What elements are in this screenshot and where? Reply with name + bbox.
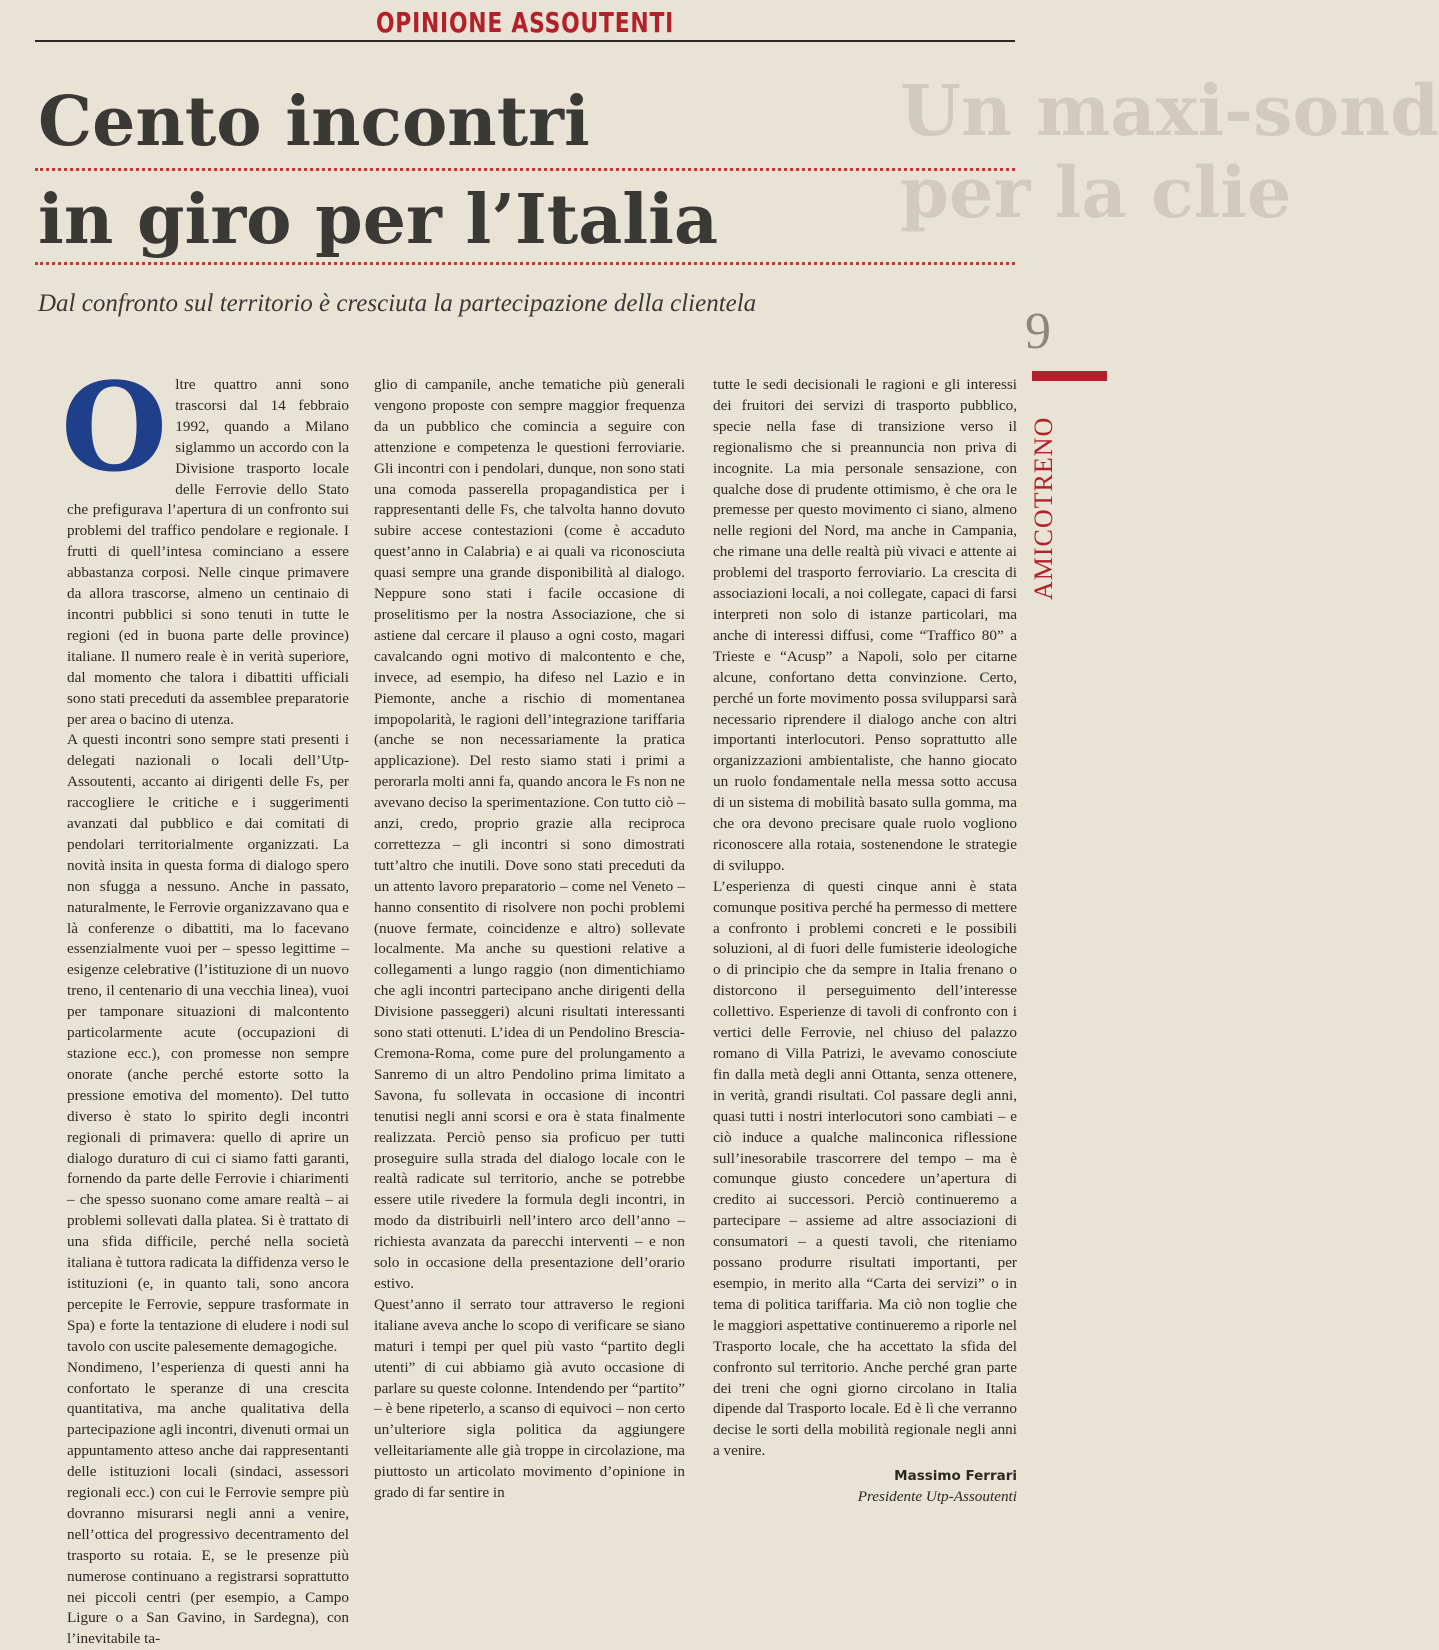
drop-cap: O xyxy=(61,355,168,499)
author-role: Presidente Utp-Assoutenti xyxy=(857,1488,1017,1506)
background-ghost-headline xyxy=(900,69,1439,234)
ghost-line-2: per la clie xyxy=(900,151,1292,234)
signature xyxy=(713,1466,1017,1508)
page-accent-bar xyxy=(1032,371,1107,381)
dotted-divider xyxy=(35,168,1015,171)
paragraph: A questi incontri sono sempre stati presenti i delegati nazionali o locali dell’Utp-Assoutenti, accanto ai dirigenti delle Fs, per raccogliere le critiche e i suggerimenti avanzati dal pubblico e dai comitati di pendolari territorialmente organizzati. La novità insita in questa forma di dialogo spero non sfugga a nessuno. Anche in passato, naturalmente, le Ferrovie organizzavano qua e là conferenze o dibattiti, ma lo facevano essenzialmente vuoi per – spesso legittime – esigenze celebrative (l’istituzione di un nuovo treno, il centenario di una vecchia linea), vuoi per tamponare situazioni di malcontento particolarmente acute (occupazioni di stazione ecc.), con promesse non sempre onorate (anche perché estorte sotto la pressione emotiva del momento). Del tutto diverso è stato lo spirito degli incontri regionali di primavera: quello di aprire un dialogo duraturo di cui ci siamo fatti garanti, fornendo da parte delle Ferrovie i chiarimenti – che spesso suonano come amare realtà – ai problemi sollevati dalla platea. Si è trattato di una sfida difficile, perché nella società italiana è tuttora radicata la diffidenza verso le istituzioni (e, in quanto tali, sono ancora percepite le Ferrovie, seppure trasformate in Spa) e forte la tentazione di eludere i nodi sul tavolo con uscite palesemente demagogiche. xyxy=(67,731,349,1355)
article-column-3 xyxy=(713,375,1017,1508)
paragraph: L’esperienza di questi cinque anni è stata comunque positiva perché ha permesso di mettere a confronto i problemi concreti e le possibili soluzioni, al di fuori delle fumisterie ideologiche o di principio che da sempre in Italia frenano o distorcono il perseguimento dell’interesse collettivo. Esperienze di tavoli di confronto con i vertici delle Ferrovie, nel chiuso del palazzo romano di Villa Patrizi, le avevamo conosciute fin dalla metà degli anni Ottanta, senza ottenere, in verità, grandi risultati. Col passare degli anni, quasi tutti i nostri interlocutori sono cambiati – e ciò induce a qualche malinconica riflessione sull’inesorabile trascorrere del tempo – ma è comunque giusto concedere un’apertura di credito ai successori. Perciò continueremo a partecipare – assieme ad altre associazioni di consumatori – a questi tavoli, che riteniamo possano produrre risultati importanti, per esempio, in merito alla “Carta dei servizi” o in tema di politica tariffaria. Ma ciò non toglie che le maggiori aspettative continueremo a riporle nel Trasporto locale, che ha accettato la sfida del confronto sul territorio. Anche perché gran parte dei treni che ogni giorno circolano in Italia dipende dal Trasporto locale. Ed è lì che verranno decise le sorti della mobilità regionale negli anni a venire. xyxy=(713,877,1017,1460)
page-number: 9 xyxy=(1025,303,1051,360)
paragraph: Quest’anno il serrato tour attraverso le regioni italiane aveva anche lo scopo di verificare se siano maturi i tempi per quel più vasto “partito degli utenti” di cui abbiamo già avuto occasione di parlare su queste colonne. Intendendo per “partito” – è bene ripeterlo, a scanso di equivoci – non certo un’ulteriore sigla politica da aggiungere velleitariamente alle già troppe in circolazione, ma piuttosto un articolato movimento d’opinione in grado di far sentire in xyxy=(374,1295,685,1502)
dotted-divider xyxy=(35,262,1015,265)
section-rule xyxy=(35,40,1015,42)
magazine-brand-vertical: AMICOTRENO xyxy=(1029,416,1058,600)
paragraph: glio di campanile, anche tematiche più generali vengono proposte con sempre maggior frequenza da un pubblico che comincia a seguire con attenzione e competenza le questioni ferroviarie. Gli incontri con i pendolari, dunque, non sono stati una comoda passerella propagandistica per i rappresentanti delle Fs, che talvolta hanno dovuto subire accese contestazioni (come è accaduto quest’anno in Calabria) e ai quali va riconosciuta quasi sempre una grande disponibilità al dialogo. Neppure sono stati i facile occasione di proselitismo per la nostra Associazione, che si astiene dal cercare il plauso a ogni costo, magari cavalcando ogni motivo di malcontento e che, invece, ad esempio, ha difeso nel Lazio e in Piemonte, anche a rischio di momentanea impopolarità, le ragioni dell’integrazione tariffaria (anche se non necessariamente la pratica applicazione). Del resto siamo stati i primi a perorarla molti anni fa, quando ancora le Fs non ne avevano deciso la sperimentazione. Con tutto ciò – anzi, credo, proprio grazie alla reciproca correttezza – gli incontri si sono dimostrati tutt’altro che inutili. Dove sono stati preceduti da un attento lavoro preparatorio – come nel Veneto – hanno consentito di risolvere non pochi problemi (nuove fermate, coincidenze e altro) sollevate localmente. Ma anche su questioni relative a collegamenti a lungo raggio (non dimentichiamo che agli incontri partecipano anche dirigenti della Divisione passeggeri) alcuni risultati interessanti sono stati ottenuti. L’idea di un Pendolino Brescia-Cremona-Roma, come pure del prolungamento a Sanremo di un altro Pendolino prima limitato a Savona, fu sollevata in occasione di incontri tenutisi negli anni scorsi e ora è stata finalmente realizzata. Perciò penso sia proficuo per tutti proseguire sulla strada del dialogo locale con le realtà radicate sul territorio, anche se potrebbe essere utile rivedere la formula degli incontri, in modo da distribuirli nell’intero arco dell’anno – richiesta avanzata da parecchi interventi – e non solo in occasione della presentazione dell’orario estivo. xyxy=(374,376,685,1292)
article-column-1 xyxy=(61,355,349,1650)
article-title-line-1: Cento incontri xyxy=(38,82,590,162)
article-title-line-2: in giro per l’Italia xyxy=(38,180,718,260)
section-label: OPINIONE ASSOUTENTI xyxy=(375,6,675,39)
paragraph: tutte le sedi decisionali le ragioni e gli interessi dei fruitori dei servizi di trasporto pubblico, specie nella fase di transizione verso il regionalismo che si preannuncia non priva di incognite. La mia personale sensazione, con qualche dose di prudente ottimismo, è che ora le premesse per questo movimento ci siano, almeno nelle regioni del Nord, ma anche in Campania, che rimane una delle realtà più vivaci e attente ai problemi del trasporto ferroviario. La crescita di associazioni locali, a noi collegate, capaci di farsi interpreti non solo di istanze particolari, ma anche di interessi diffusi, come “Traffico 80” a Trieste e “Acusp” a Napoli, solo per citarne alcune, confortano detta convinzione. Certo, perché un forte movimento possa svilupparsi sarà necessario riprendere il dialogo anche con altri importanti interlocutori. Penso soprattutto alle organizzazioni ambientaliste, che hanno giocato un ruolo fondamentale nella messa sotto accusa di un sistema di mobilità basato sulla gomma, ma che ora devono precisare quale ruolo vogliono riconoscere alla rotaia, sostenendone le strategie di sviluppo. xyxy=(713,376,1017,874)
paragraph: Nondimeno, l’esperienza di questi anni ha confortato le speranze di una crescita quantitativa, ma anche qualitativa della partecipazione agli incontri, divenuti ormai un appuntamento atteso anche dai rappresentanti delle istituzioni locali (sindaci, assessori regionali ecc.) con cui le Ferrovie sempre più dovranno misurarsi negli anni a venire, nell’ottica del progressivo decentramento del trasporto su rotaia. E, se le presenze più numerose continuano a registrarsi soprattutto nei piccoli centri (per esempio, a Campo Ligure o a San Gavino, in Sardegna), con l’inevitabile ta- xyxy=(67,1358,349,1648)
paragraph xyxy=(61,355,349,730)
author-name: Massimo Ferrari xyxy=(894,1468,1017,1485)
article-column-2 xyxy=(374,375,685,1504)
ghost-line-1: Un maxi-sond xyxy=(900,69,1439,152)
article-subtitle: Dal confronto sul territorio è cresciuta la partecipazione della clientela xyxy=(38,290,757,317)
paragraph-text: ltre quattro anni sono trascorsi dal 14 febbraio 1992, quando a Milano siglammo un accordo con la Divisione trasporto locale delle Ferrovie dello Stato che prefigurava l’apertura di un confronto sui problemi del traffico pendolare e regionale. I frutti di quell’intesa cominciano a essere abbastanza corposi. Nelle cinque primavere da allora trascorse, almeno un centinaio di incontri pubblici si sono tenuti in tutte le regioni (ed in buona parte delle province) italiane. Il numero reale è in verità superiore, dal momento che talora i dibattiti ufficiali sono stati preceduti da assemblee preparatorie per area o bacino di utenza. xyxy=(67,376,349,728)
